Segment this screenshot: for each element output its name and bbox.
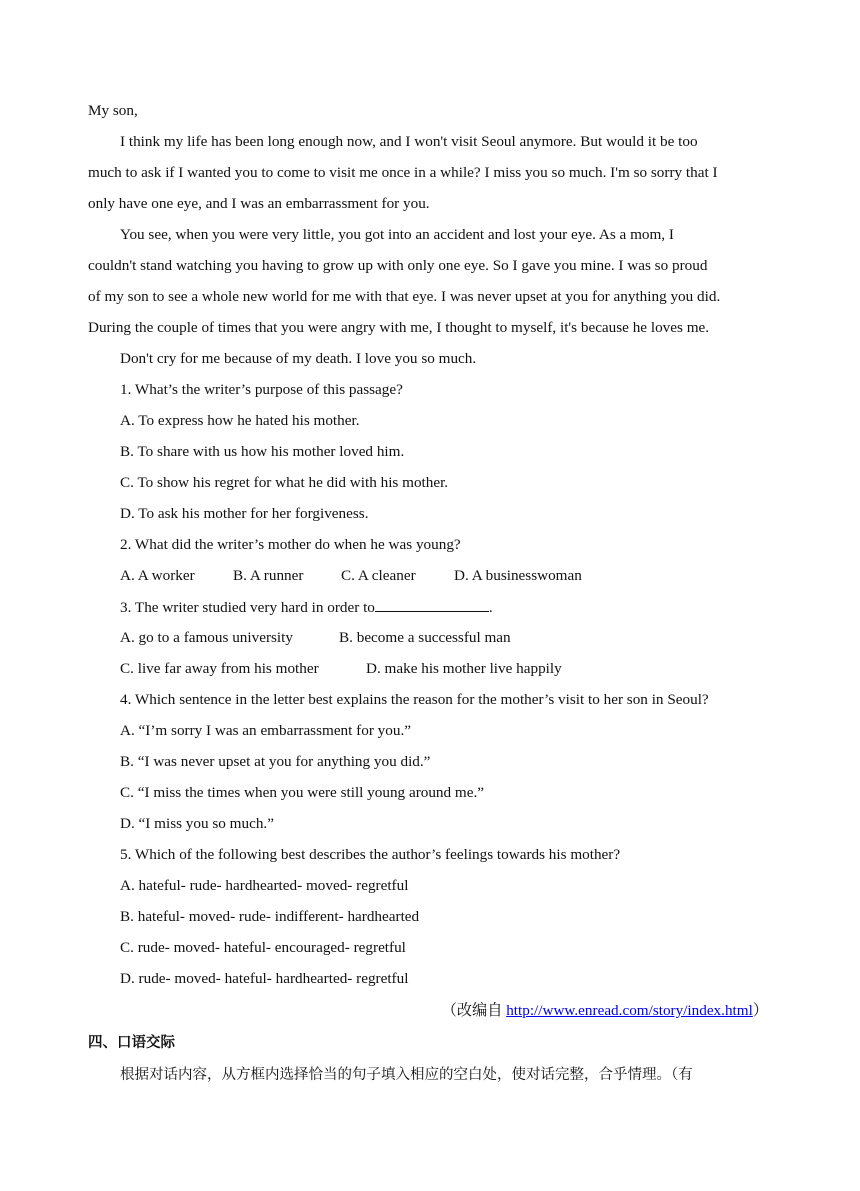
question-2-options bbox=[120, 566, 804, 586]
section-4-instruction: 根据对话内容，从方框内选择恰当的句子填入相应的空白处，使对话完整，合乎情理。（有 bbox=[120, 1067, 693, 1083]
question-1-option-c: C. To show his regret for what he did with his mother. bbox=[120, 474, 449, 491]
question-3-option-b: B. become a successful man bbox=[339, 629, 511, 646]
letter-paragraph-1-line-2: much to ask if I wanted you to come to visit me once in a while? I miss you so much. I'm so sorry that I bbox=[88, 164, 718, 181]
question-2-option-c: C. A cleaner bbox=[341, 567, 416, 584]
question-4: 4. Which sentence in the letter best explains the reason for the mother’s visit to her son in Seoul? bbox=[120, 691, 709, 708]
letter-salutation: My son, bbox=[88, 102, 138, 119]
letter-paragraph-1-line-1: I think my life has been long enough now, and I won't visit Seoul anymore. But would it be too bbox=[120, 133, 698, 150]
source-suffix: ） bbox=[752, 1002, 768, 1019]
letter-paragraph-2-line-1: You see, when you were very little, you got into an accident and lost your eye. As a mom, I bbox=[120, 226, 674, 243]
question-4-option-b: B. “I was never upset at you for anything you did.” bbox=[120, 753, 431, 770]
question-5-option-c: C. rude- moved- hateful- encouraged- regretful bbox=[120, 939, 406, 956]
question-2: 2. What did the writer’s mother do when he was young? bbox=[120, 536, 461, 553]
question-1-option-d: D. To ask his mother for her forgiveness. bbox=[120, 505, 369, 522]
source-link[interactable]: http://www.enread.com/story/index.html bbox=[506, 1002, 753, 1019]
question-3-option-a: A. go to a famous university bbox=[120, 629, 293, 646]
question-3 bbox=[120, 597, 804, 618]
question-4-option-c: C. “I miss the times when you were still young around me.” bbox=[120, 784, 485, 801]
question-2-option-a: A. A worker bbox=[120, 567, 195, 584]
question-1-option-a: A. To express how he hated his mother. bbox=[120, 412, 360, 429]
question-3-option-d: D. make his mother live happily bbox=[366, 660, 562, 677]
question-5-option-d: D. rude- moved- hateful- hardhearted- regretful bbox=[120, 970, 409, 987]
letter-paragraph-1-line-3: only have one eye, and I was an embarrassment for you. bbox=[88, 195, 430, 212]
question-4-option-a: A. “I’m sorry I was an embarrassment for you.” bbox=[120, 722, 411, 739]
question-1: 1. What’s the writer’s purpose of this passage? bbox=[120, 381, 403, 398]
question-3-options-row-2 bbox=[120, 659, 804, 679]
question-2-option-d: D. A businesswoman bbox=[454, 567, 582, 584]
question-3-options-row-1 bbox=[120, 628, 804, 648]
question-5-option-b: B. hateful- moved- rude- indifferent- hardhearted bbox=[120, 908, 420, 925]
letter-paragraph-2-line-3: of my son to see a whole new world for me with that eye. I was never upset at you for anything you did. bbox=[88, 288, 721, 305]
source-citation bbox=[442, 1001, 768, 1021]
question-1-option-b: B. To share with us how his mother loved him. bbox=[120, 443, 405, 460]
letter-paragraph-2-line-4: During the couple of times that you were angry with me, I thought to myself, it's because he loves me. bbox=[88, 319, 710, 336]
question-2-option-b: B. A runner bbox=[233, 567, 304, 584]
letter-paragraph-3: Don't cry for me because of my death. I love you so much. bbox=[120, 350, 477, 367]
answer-blank bbox=[375, 597, 489, 612]
question-3-period: . bbox=[488, 599, 493, 616]
letter-paragraph-2-line-2: couldn't stand watching you having to grow up with only one eye. So I gave you mine. I was so proud bbox=[88, 257, 708, 274]
source-prefix: （改编自 bbox=[441, 1002, 507, 1019]
question-5-option-a: A. hateful- rude- hardhearted- moved- regretful bbox=[120, 877, 409, 894]
question-3-option-c: C. live far away from his mother bbox=[120, 660, 319, 677]
question-3-text: 3. The writer studied very hard in order to bbox=[120, 599, 375, 616]
section-4-heading: 四、口语交际 bbox=[88, 1035, 175, 1051]
question-5: 5. Which of the following best describes the author’s feelings towards his mother? bbox=[120, 846, 621, 863]
question-4-option-d: D. “I miss you so much.” bbox=[120, 815, 274, 832]
